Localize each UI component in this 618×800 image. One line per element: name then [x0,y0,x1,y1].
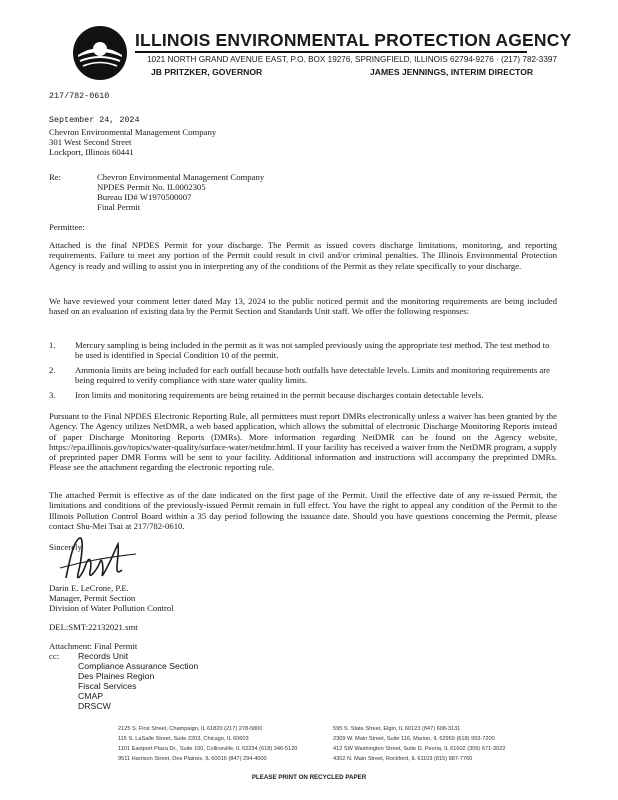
cc-item: CMAP [78,691,104,701]
office-address: 9511 Harrison Street, Des Plaines, IL 60016 (847) 294-4000 [118,756,267,762]
office-address: 1101 Eastport Plaza Dr., Suite 100, Collinsville, IL 62234 (618) 346-5120 [118,746,298,752]
cc-item: Fiscal Services [78,681,137,691]
office-address: 412 SW Washington Street, Suite D, Peoria, IL 61602 (309) 671-3022 [333,746,506,752]
signer-title: Manager, Permit Section [49,593,136,603]
response-number: 2. [49,365,56,375]
re-line: Chevron Environmental Management Company [97,172,265,182]
letter-date: September 24, 2024 [49,115,140,125]
paragraph-effective-date: The attached Permit is effective as of the date indicated on the first page of the Permit. Until the effective date of any re-issued Permit, the limitations and conditions of the previously-issued Permit remain in full effect. You have the right to appeal any condition of the Permit to the Illinois Pollution Control Board within a 35 day period following the issuance date. Should you have questions concerning the Permit, please contact Shu-Mei Tsai at 217/782-0610. [49,490,557,531]
response-number: 1. [49,340,56,350]
signer-name: Darin E. LeCrone, P.E. [49,583,129,593]
header-rule [135,51,527,53]
recipient-line: Lockport, Illinois 60441 [49,147,134,157]
director-name: JAMES JENNINGS, INTERIM DIRECTOR [370,67,534,77]
office-address: 2309 W. Main Street, Suite 116, Marion, IL 62959 (618) 993-7200 [333,736,495,742]
signature [52,528,142,588]
agency-name: ILLINOIS ENVIRONMENTAL PROTECTION AGENCY [135,30,572,50]
response-text: Ammonia limits are being included for each outfall because both outfalls have detectable levels. Limits and monitoring requirements are being required to verify compliance with state water quality limits. [75,365,551,386]
agency-seal-icon [72,25,128,81]
recipient-line: 301 West Second Street [49,137,132,147]
office-address: 2125 S. First Street, Champaign, IL 61820 (217) 278-5800 [118,726,263,732]
response-number: 3. [49,390,56,400]
signer-division: Division of Water Pollution Control [49,603,174,613]
recipient-line: Chevron Environmental Management Company [49,127,217,137]
cc-item: Records Unit [78,651,129,661]
re-line: NPDES Permit No. IL0002305 [97,182,206,192]
cc-item: Compliance Assurance Section [78,661,199,671]
cc-item: DRSCW [78,701,111,711]
governor-name: JB PRITZKER, GOVERNOR [151,67,263,77]
paragraph-netdmr: Pursuant to the Final NPDES Electronic Reporting Rule, all permittees must report DMRs electronically unless a waiver has been granted by the Agency. The Agency utilizes NetDMR, a web based application, which allows the submittal of electronic Discharge Monitoring Reports instead of paper Discharge Monitoring Reports (DMRs). More information regarding NetDMR can be found on the Agency website, https://epa.illinois.gov/topics/water-quality/surface-water/netdmr.html. If your facility has received a waiver from the NetDMR program, a supply of preprinted paper DMR Forms will be sent to your facility. Additional information and instructions will accompany the preprinted DMRs. Please see the attachment regarding the electronic reporting rule. [49,411,557,473]
paragraph-review: We have reviewed your comment letter dated May 13, 2024 to the public noticed permit and the monitoring requirements are being included based on an evaluation of existing data by the Permit Section and Standards Unit staff. We offer the following responses: [49,296,557,317]
office-address: 4302 N. Main Street, Rockford, IL 61103 (815) 987-7760 [333,756,473,762]
response-text: Iron limits and monitoring requirements are being retained in the permit because discharges contain detectable levels. [75,390,484,400]
handwritten-signature-icon [52,528,142,588]
attachment-line: Attachment: Final Permit [49,641,138,651]
re-line: Final Permit [97,202,141,212]
reference-initials: DEL:SMT:22132021.smt [49,622,138,632]
closing: Sincerely, [49,542,84,552]
response-text: Mercury sampling is being included in the permit as it was not sampled previously using the appropriate test method. The test method to be used is identified in Special Condition 10 of the permit. [75,340,550,361]
re-label: Re: [49,172,62,182]
office-address: 595 S. State Street, Elgin, IL 60123 (847) 608-3131 [333,726,461,732]
salutation: Permittee: [49,222,85,232]
paragraph-intro: Attached is the final NPDES Permit for your discharge. The Permit as issued covers discharge limitations, monitoring, and reporting requirements. Failure to meet any portion of the Permit could result in civil and/or criminal penalties. The Illinois Environmental Protection Agency is ready and willing to assist you in interpreting any of the conditions of the Permit as they relate specifically to your discharge. [49,240,557,271]
recycled-paper-note: PLEASE PRINT ON RECYCLED PAPER [251,774,367,781]
phone-number: 217/782-0610 [49,91,110,101]
agency-address: 1021 NORTH GRAND AVENUE EAST, P.O. BOX 19276, SPRINGFIELD, ILLINOIS 62794-9276 · (217) 782-3397 [147,55,558,64]
re-line: Bureau ID# W1970500007 [97,192,192,202]
agency-logo [72,25,128,81]
office-address: 115 S. LaSalle Street, Suite 2203, Chicago, IL 60603 [118,736,249,742]
cc-label: cc: [49,651,60,661]
cc-item: Des Plaines Region [78,671,155,681]
